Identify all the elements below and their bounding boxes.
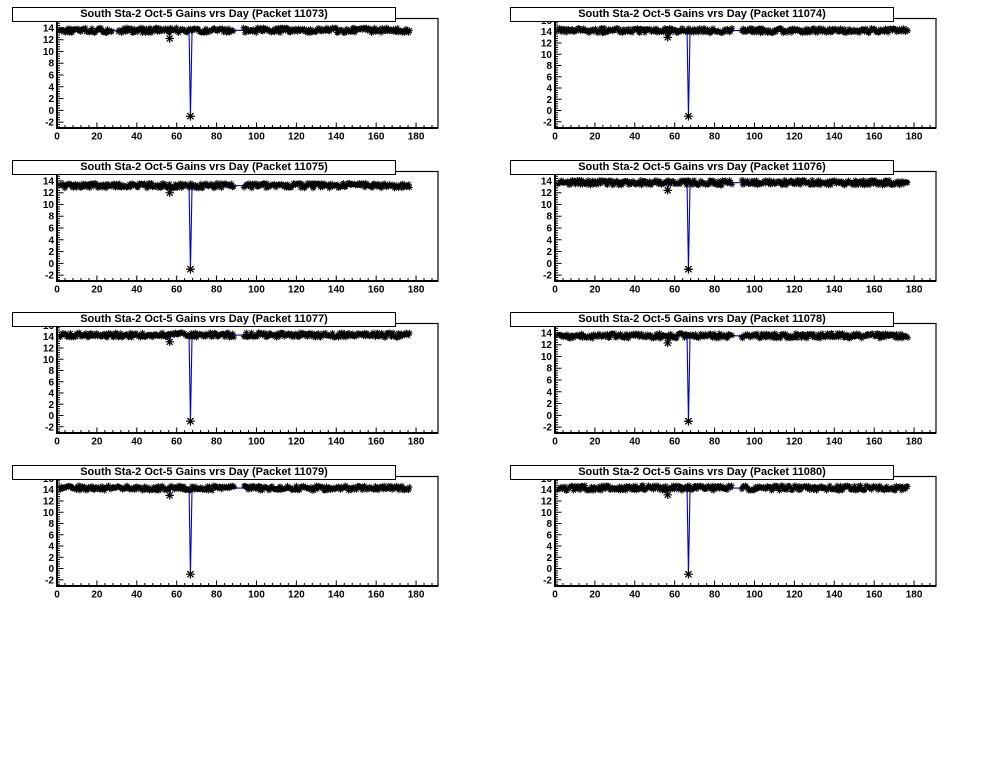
svg-text:4: 4	[48, 82, 54, 94]
svg-text:40: 40	[629, 436, 641, 448]
svg-text:4: 4	[546, 387, 552, 399]
svg-text:20: 20	[91, 436, 103, 448]
svg-text:0: 0	[48, 105, 54, 117]
svg-text:180: 180	[905, 284, 923, 295]
svg-text:60: 60	[669, 436, 681, 448]
svg-text:140: 140	[327, 284, 345, 295]
svg-text:14: 14	[42, 484, 54, 496]
svg-text:100: 100	[248, 436, 265, 448]
chart-pad-11077	[8, 305, 500, 457]
svg-text:160: 160	[865, 436, 883, 448]
chart-title: South Sta-2 Oct-5 Gains vrs Day (Packet 11074)	[578, 8, 826, 20]
svg-text:0: 0	[546, 106, 552, 118]
svg-text:140: 140	[327, 589, 345, 600]
svg-text:10: 10	[42, 507, 54, 519]
svg-text:0: 0	[552, 589, 558, 600]
svg-text:0: 0	[48, 411, 54, 423]
svg-text:180: 180	[407, 436, 425, 448]
svg-text:100: 100	[746, 131, 763, 143]
svg-text:10: 10	[540, 507, 552, 519]
chart-title-box	[510, 465, 894, 480]
svg-text:6: 6	[48, 223, 54, 235]
svg-text:2: 2	[546, 246, 552, 258]
chart-title: South Sta-2 Oct-5 Gains vrs Day (Packet 11077)	[80, 313, 328, 325]
svg-text:80: 80	[211, 589, 223, 600]
svg-text:60: 60	[669, 589, 681, 600]
svg-text:120: 120	[288, 131, 305, 143]
svg-text:140: 140	[825, 436, 843, 448]
svg-text:60: 60	[171, 284, 183, 295]
svg-text:160: 160	[865, 589, 883, 600]
svg-text:180: 180	[407, 131, 425, 143]
svg-text:4: 4	[48, 541, 54, 553]
svg-text:120: 120	[288, 436, 305, 448]
chart-title: South Sta-2 Oct-5 Gains vrs Day (Packet 11078)	[578, 313, 826, 325]
svg-text:160: 160	[865, 284, 883, 295]
chart-title: South Sta-2 Oct-5 Gains vrs Day (Packet 11076)	[578, 160, 826, 173]
svg-text:60: 60	[669, 284, 681, 295]
chart-title: South Sta-2 Oct-5 Gains vrs Day (Packet 11080)	[578, 465, 826, 478]
svg-text:12: 12	[540, 187, 552, 199]
svg-text:2: 2	[546, 552, 552, 564]
svg-text:10: 10	[42, 46, 54, 58]
svg-text:10: 10	[540, 351, 552, 363]
svg-text:10: 10	[42, 199, 54, 211]
svg-text:20: 20	[589, 131, 601, 143]
svg-text:160: 160	[367, 284, 385, 295]
svg-text:180: 180	[407, 284, 425, 295]
svg-text:60: 60	[171, 589, 183, 600]
svg-text:12: 12	[540, 340, 552, 352]
svg-text:-2: -2	[543, 270, 552, 282]
chart-plot-area	[8, 153, 500, 305]
chart-plot-area	[8, 458, 500, 610]
svg-text:60: 60	[171, 436, 183, 448]
chart-pad-11076	[506, 153, 996, 305]
svg-text:0: 0	[546, 563, 552, 575]
chart-plot-area	[506, 305, 996, 457]
chart-title: South Sta-2 Oct-5 Gains vrs Day (Packet 11079)	[80, 465, 328, 478]
svg-text:8: 8	[546, 211, 552, 223]
svg-text:120: 120	[288, 284, 305, 295]
svg-text:180: 180	[407, 589, 425, 600]
svg-text:100: 100	[746, 589, 763, 600]
svg-text:12: 12	[42, 343, 54, 355]
chart-plot-area	[506, 0, 996, 152]
svg-text:-2: -2	[45, 574, 54, 586]
svg-text:14: 14	[42, 23, 54, 35]
chart-pad-11078	[506, 305, 996, 457]
svg-text:0: 0	[54, 436, 60, 448]
chart-title-box	[12, 160, 396, 175]
svg-text:8: 8	[48, 518, 54, 530]
svg-text:8: 8	[546, 61, 552, 73]
svg-text:60: 60	[669, 131, 681, 143]
svg-text:40: 40	[629, 284, 641, 295]
svg-text:120: 120	[786, 589, 803, 600]
svg-text:140: 140	[825, 284, 843, 295]
svg-text:140: 140	[825, 131, 843, 143]
svg-text:0: 0	[54, 131, 60, 143]
chart-pad-11074	[506, 0, 996, 152]
svg-text:0: 0	[552, 436, 558, 448]
svg-text:10: 10	[540, 49, 552, 61]
svg-text:40: 40	[131, 436, 143, 448]
svg-text:8: 8	[48, 211, 54, 223]
svg-text:80: 80	[211, 436, 223, 448]
svg-text:20: 20	[589, 284, 601, 295]
chart-plot-area	[8, 0, 500, 152]
svg-text:20: 20	[589, 436, 601, 448]
svg-text:6: 6	[546, 72, 552, 84]
chart-pad-11073	[8, 0, 500, 152]
chart-plot-area	[506, 458, 996, 610]
svg-text:40: 40	[629, 131, 641, 143]
svg-text:40: 40	[629, 589, 641, 600]
svg-text:10: 10	[540, 199, 552, 211]
svg-text:6: 6	[48, 529, 54, 541]
svg-text:160: 160	[367, 589, 385, 600]
svg-text:0: 0	[552, 131, 558, 143]
svg-text:0: 0	[48, 563, 54, 575]
svg-text:120: 120	[786, 131, 803, 143]
chart-pad-11079	[8, 458, 500, 610]
svg-text:80: 80	[211, 131, 223, 143]
svg-text:-2: -2	[45, 422, 54, 434]
chart-title-box	[510, 312, 894, 327]
svg-text:2: 2	[546, 94, 552, 106]
svg-text:4: 4	[546, 541, 552, 553]
svg-text:4: 4	[48, 388, 54, 400]
svg-text:120: 120	[786, 436, 803, 448]
svg-text:80: 80	[709, 436, 721, 448]
svg-text:100: 100	[248, 131, 265, 143]
svg-text:60: 60	[171, 131, 183, 143]
svg-text:160: 160	[367, 436, 385, 448]
svg-text:180: 180	[905, 131, 923, 143]
chart-pad-11080	[506, 458, 996, 610]
svg-text:-2: -2	[543, 117, 552, 129]
svg-text:140: 140	[825, 589, 843, 600]
svg-text:100: 100	[746, 284, 763, 295]
svg-text:14: 14	[540, 328, 552, 340]
svg-text:2: 2	[48, 94, 54, 106]
svg-text:20: 20	[91, 131, 103, 143]
chart-title-box	[510, 160, 894, 175]
svg-text:120: 120	[786, 284, 803, 295]
svg-text:12: 12	[42, 35, 54, 47]
svg-text:40: 40	[131, 589, 143, 600]
svg-text:100: 100	[248, 589, 265, 600]
chart-pad-11075	[8, 153, 500, 305]
svg-text:80: 80	[709, 131, 721, 143]
svg-text:4: 4	[546, 234, 552, 246]
svg-text:2: 2	[48, 552, 54, 564]
svg-text:14: 14	[540, 175, 552, 187]
svg-text:14: 14	[42, 175, 54, 187]
svg-text:12: 12	[540, 38, 552, 50]
svg-text:8: 8	[48, 366, 54, 378]
svg-text:-2: -2	[45, 117, 54, 129]
svg-text:120: 120	[288, 589, 305, 600]
svg-text:14: 14	[42, 332, 54, 344]
svg-text:80: 80	[211, 284, 223, 295]
svg-text:6: 6	[48, 377, 54, 389]
svg-text:80: 80	[709, 284, 721, 295]
svg-text:160: 160	[367, 131, 385, 143]
svg-text:160: 160	[865, 131, 883, 143]
svg-text:0: 0	[546, 258, 552, 270]
svg-text:-2: -2	[543, 422, 552, 434]
svg-text:0: 0	[48, 258, 54, 270]
svg-text:0: 0	[546, 410, 552, 422]
svg-text:8: 8	[546, 363, 552, 375]
svg-text:140: 140	[327, 131, 345, 143]
svg-text:12: 12	[42, 187, 54, 199]
svg-text:8: 8	[48, 58, 54, 70]
chart-title: South Sta-2 Oct-5 Gains vrs Day (Packet 11075)	[80, 160, 328, 173]
svg-text:6: 6	[546, 375, 552, 387]
chart-title-box	[510, 7, 894, 22]
svg-text:-2: -2	[45, 270, 54, 282]
svg-text:100: 100	[746, 436, 763, 448]
svg-text:-2: -2	[543, 574, 552, 586]
svg-text:14: 14	[540, 27, 552, 39]
chart-title: South Sta-2 Oct-5 Gains vrs Day (Packet 11073)	[80, 8, 328, 20]
svg-text:2: 2	[546, 399, 552, 411]
svg-text:12: 12	[42, 495, 54, 507]
svg-text:0: 0	[552, 284, 558, 295]
svg-text:40: 40	[131, 131, 143, 143]
svg-text:2: 2	[48, 399, 54, 411]
svg-text:6: 6	[48, 70, 54, 82]
chart-title-box	[12, 312, 396, 327]
svg-text:4: 4	[546, 83, 552, 95]
svg-text:20: 20	[91, 284, 103, 295]
svg-text:14: 14	[540, 484, 552, 496]
svg-text:20: 20	[91, 589, 103, 600]
svg-text:6: 6	[546, 529, 552, 541]
chart-title-box	[12, 465, 396, 480]
svg-text:180: 180	[905, 436, 923, 448]
svg-text:4: 4	[48, 234, 54, 246]
svg-text:0: 0	[54, 589, 60, 600]
chart-plot-area	[8, 305, 500, 457]
svg-text:12: 12	[540, 495, 552, 507]
svg-text:10: 10	[42, 354, 54, 366]
svg-text:20: 20	[589, 589, 601, 600]
svg-text:8: 8	[546, 518, 552, 530]
svg-text:40: 40	[131, 284, 143, 295]
svg-text:100: 100	[248, 284, 265, 295]
svg-text:180: 180	[905, 589, 923, 600]
svg-text:80: 80	[709, 589, 721, 600]
svg-text:140: 140	[327, 436, 345, 448]
chart-plot-area	[506, 153, 996, 305]
chart-title-box	[12, 7, 396, 22]
svg-text:2: 2	[48, 246, 54, 258]
svg-text:6: 6	[546, 223, 552, 235]
svg-text:0: 0	[54, 284, 60, 295]
